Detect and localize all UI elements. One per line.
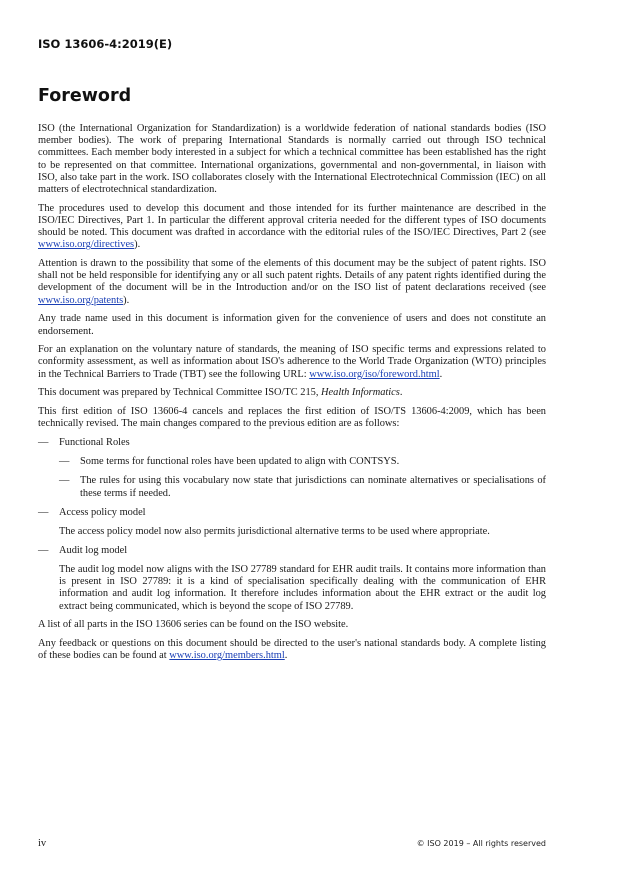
paragraph-patents: Attention is drawn to the possibility that some of the elements of this document may be the subject of patent rights. ISO shall not be held responsible for identifying any or all such patent rights. Details of any patent rights identified during the development of the document will be in the Introduction and/or on the ISO list of patent declarations received (see www.iso.org/patents).: [38, 258, 546, 306]
audit-log-description: The audit log model now aligns with the ISO 27789 standard for EHR audit trails. It contains more information than is present in ISO 27789: it is a kind of specialisation specifically dealing with the communication of EHR information and audit log information. It therefore includes information about the EHR extract or the audit log extract being communicated, which is beyond the scope of ISO 27789.: [59, 563, 546, 612]
paragraph-iso-intro: ISO (the International Organization for Standardization) is a worldwide federation of national standards bodies (ISO member bodies). The work of preparing International Standards is normally carried out through ISO technical committees. Each member body interested in a subject for which a technical committee has been established has the right to be represented on that committee. International organizations, governmental and non-governmental, in liaison with ISO, also take part in the work. ISO collaborates closely with the International Electrotechnical Commission (IEC) on all matters of electrotechnical standardization.: [38, 123, 546, 196]
page-number: iv: [38, 838, 47, 849]
directives-link[interactable]: www.iso.org/directives: [38, 239, 135, 251]
patents-link[interactable]: www.iso.org/patents: [38, 294, 124, 306]
paragraph-feedback: Any feedback or questions on this document should be directed to the user's national standards body. A complete listing of these bodies can be found at www.iso.org/members.html.: [38, 637, 546, 662]
document-id: ISO 13606-4:2019(E): [38, 37, 173, 51]
dash-bullet: —: [59, 475, 70, 487]
list-item-audit-log: — Audit log model: [38, 544, 128, 556]
access-policy-description: The access policy model now also permits jurisdictional alternative terms to be used where appropriate.: [59, 525, 490, 537]
list-subitem-rules: — The rules for using this vocabulary now state that jurisdictions can nominate alternatives or specialisations of these terms if needed.: [59, 475, 546, 499]
dash-bullet: —: [38, 436, 49, 448]
paragraph-committee: This document was prepared by Technical Committee ISO/TC 215, Health Informatics.: [38, 387, 403, 399]
paragraph-edition: This first edition of ISO 13606-4 cancels and replaces the first edition of ISO/TS 13606-4:2009, which has been technically revised. The main changes compared to the previous edition are as follows:: [38, 406, 546, 430]
dash-bullet: —: [38, 544, 49, 556]
list-subitem-terms: — Some terms for functional roles have been updated to align with CONTSYS.: [59, 456, 400, 468]
list-item-functional-roles: — Functional Roles: [38, 436, 130, 448]
paragraph-procedures: The procedures used to develop this document and those intended for its further maintenance are described in the ISO/IEC Directives, Part 1. In particular the different approval criteria needed for the different types of ISO documents should be noted. This document was drafted in accordance with the editorial rules of the ISO/IEC Directives, Part 2 (see www.iso.org/directives).: [38, 202, 546, 251]
copyright-notice: © ISO 2019 – All rights reserved: [416, 839, 546, 848]
paragraph-parts-list: A list of all parts in the ISO 13606 series can be found on the ISO website.: [38, 619, 349, 631]
paragraph-trade-name: Any trade name used in this document is information given for the convenience of users and does not constitute an endorsement.: [38, 313, 546, 337]
page-title: Foreword: [38, 86, 132, 106]
document-body: [38, 123, 546, 669]
paragraph-voluntary: For an explanation on the voluntary nature of standards, the meaning of ISO specific terms and expressions related to conformity assessment, as well as information about ISO's adherence to the World Trade Organization (WTO) principles in the Technical Barriers to Trade (TBT) see the following URL: www.iso.org/iso/foreword.html.: [38, 344, 546, 380]
dash-bullet: —: [59, 456, 70, 468]
list-item-access-policy: — Access policy model: [38, 506, 146, 518]
members-link[interactable]: www.iso.org/members.html: [169, 650, 285, 662]
dash-bullet: —: [38, 506, 49, 518]
foreword-link[interactable]: www.iso.org/iso/foreword.html: [309, 368, 440, 380]
